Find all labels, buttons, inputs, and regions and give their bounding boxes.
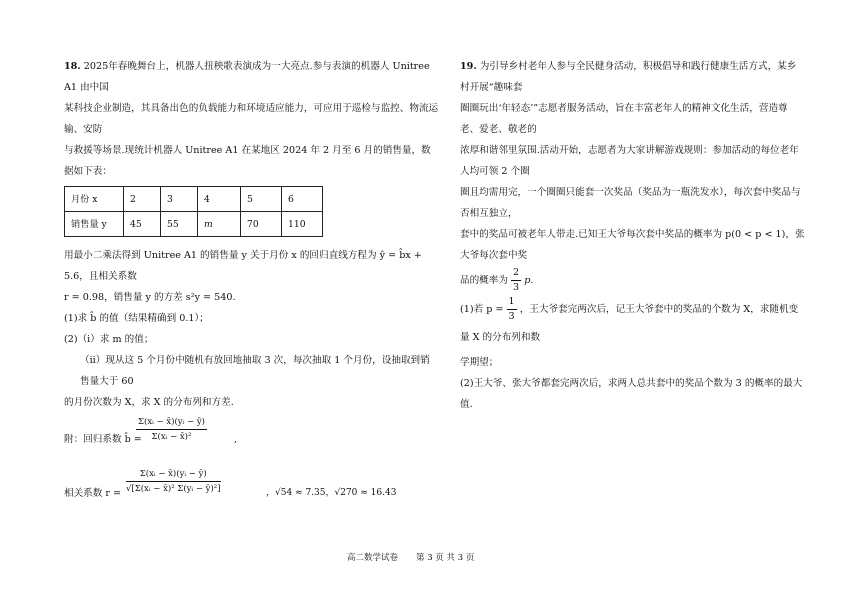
table-cell: 55 xyxy=(161,212,198,237)
table-row-month xyxy=(65,187,323,212)
probability-fraction xyxy=(511,266,521,295)
q18-part-2ii-line-2: 的月份次数为 X，求 X 的分布列和方差. xyxy=(64,397,234,408)
table-row-sales xyxy=(65,212,323,237)
question-18 xyxy=(64,56,439,523)
fraction-numerator: 2 xyxy=(511,266,521,281)
q19-line-4: 圈且均需用完，一个圈圈只能套一次奖品（奖品为一瓶洗发水），每次套中奖品与否相互独立， xyxy=(460,187,801,219)
q18-correlation-line: r = 0.98，销售量 y 的方差 s²y = 540. xyxy=(64,292,236,303)
footer-title: 高二数学试卷 xyxy=(347,553,399,563)
table-cell: 4 xyxy=(198,187,241,212)
appendix-label: 附：回归系数 b̂ = xyxy=(64,434,142,445)
q18-intro-line-2: 某科技企业制造，其具备出色的负载能力和环境适应能力，可应用于巡检与监控、物流运输、安防 xyxy=(64,103,439,135)
question-19 xyxy=(460,56,805,415)
p-value-fraction xyxy=(507,295,517,324)
table-cell: 110 xyxy=(282,212,323,237)
correlation-numerator: Σ(xᵢ − x̄)(yᵢ − ȳ) xyxy=(126,467,221,482)
footer-page-number: 第 3 页 共 3 页 xyxy=(416,553,475,563)
q19-part-1-text: ，王大爷套完两次后，记王大爷套中的奖品的个数为 X，求随机变量 X 的分布列和数 xyxy=(460,304,799,343)
q18-number: 18. xyxy=(64,61,81,72)
regression-numerator: Σ(xᵢ − x̄)(yᵢ − ȳ) xyxy=(136,415,207,430)
q18-part-2ii-line-1: （ii）现从这 5 个月份中随机有放回地抽取 3 次，每次抽取 1 个月份，设抽取到销售量大于 60 xyxy=(80,355,430,387)
q19-line-1 xyxy=(460,56,805,98)
fraction-denominator: 3 xyxy=(508,311,515,322)
regression-fraction xyxy=(136,415,207,444)
q19-line-6 xyxy=(460,266,805,295)
correlation-fraction xyxy=(126,467,221,496)
correlation-label: 相关系数 r = xyxy=(64,488,122,499)
fraction-numerator: 1 xyxy=(507,295,517,310)
regression-coefficient-formula xyxy=(64,413,439,463)
q18-intro-line-3: 与救援等场景.现统计机器人 Unitree A1 在某地区 2024 年 2 月至 6 月的销售量，数据如下表： xyxy=(64,145,431,177)
q19-line-2: 圈圈玩出‘年轻态’”志愿者服务活动，旨在丰富老年人的精神文化生活，营造尊老、爱老、敬老的 xyxy=(460,103,788,135)
fraction-denominator: 3 xyxy=(513,282,520,293)
q19-part-1-line-2: 学期望； xyxy=(460,357,499,368)
q19-part-2: (2)王大爷、张大爷都套完两次后，求两人总共套中的奖品个数为 3 的概率的最大值. xyxy=(460,378,803,410)
q19-text-1: 为引导乡村老年人参与全民健身活动，积极倡导和践行健康生活方式，某乡村开展“趣味套 xyxy=(460,61,797,93)
q19-line-3: 浓厚和谐邻里氛围.活动开始，志愿者为大家讲解游戏规则：参加活动的每位老年人均可领 2 个圈 xyxy=(460,145,799,177)
q18-part-2i: (2)（i）求 m 的值； xyxy=(64,334,154,345)
table-cell: 3 xyxy=(161,187,198,212)
q19-line-6-text: 品的概率为 xyxy=(460,275,508,286)
correlation-coefficient-formula xyxy=(64,463,439,523)
q19-number: 19. xyxy=(460,61,477,72)
q19-line-6-end: p. xyxy=(524,275,534,286)
table-cell: 70 xyxy=(241,212,282,237)
table-cell: 5 xyxy=(241,187,282,212)
table-cell: 6 xyxy=(282,187,323,212)
q19-part-1 xyxy=(460,295,805,352)
regression-denominator: Σ(xᵢ − x̄)² xyxy=(151,432,192,442)
q19-line-5: 套中的奖品可被老年人带走.已知王大爷每次套中奖品的概率为 p(0 < p < 1)，张大爷每次套中奖 xyxy=(460,229,805,261)
q18-part-1: (1)求 b̂ 的值（结果精确到 0.1）； xyxy=(64,313,209,324)
q19-part-1-prefix: (1)若 p = xyxy=(460,304,504,315)
table-header-month: 月份 x xyxy=(65,187,124,212)
correlation-denominator: √[Σ(xᵢ − x̄)² Σ(yᵢ − ȳ)²] xyxy=(126,484,221,494)
sales-table xyxy=(64,186,323,237)
table-cell: 2 xyxy=(124,187,161,212)
approximation-values: ，√54 ≈ 7.35，√270 ≈ 16.43 xyxy=(266,488,397,498)
q18-regression-line: 用最小二乘法得到 Unitree A1 的销售量 y 关于月份 x 的回归直线方程为 ŷ = b̂x + 5.6，且相关系数 xyxy=(64,250,422,282)
table-header-sales: 销售量 y xyxy=(65,212,124,237)
q18-intro-text-1: 2025年春晚舞台上，机器人扭秧歌表演成为一大亮点.参与表演的机器人 Unitree A1 由中国 xyxy=(64,61,430,93)
formula-comma: , xyxy=(234,434,238,445)
q18-intro-line-1 xyxy=(64,56,439,98)
table-cell: 45 xyxy=(124,212,161,237)
table-cell: m xyxy=(198,212,241,237)
